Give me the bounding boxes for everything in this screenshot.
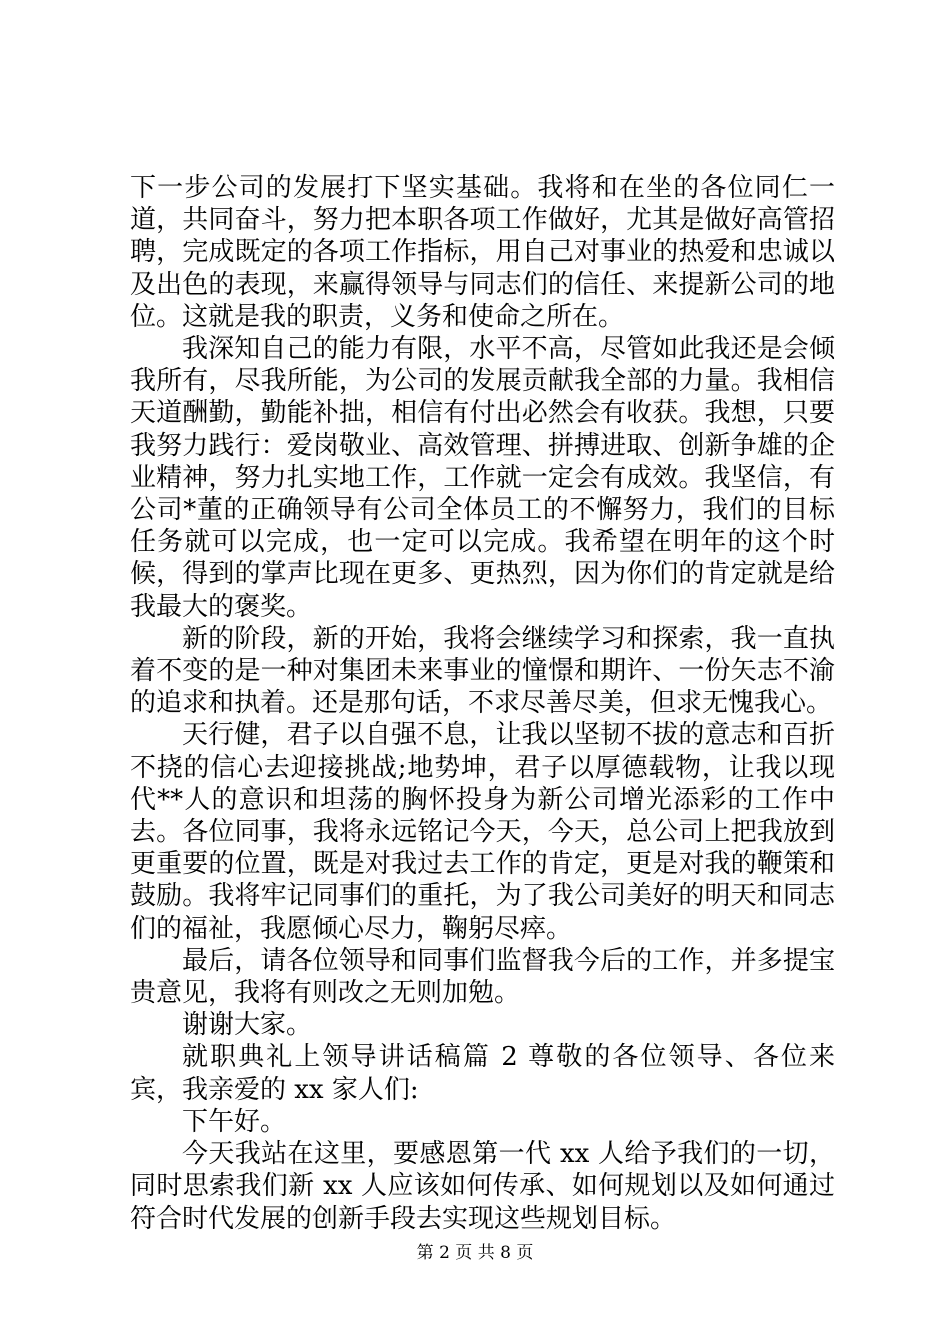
paragraph-7: 就职典礼上领导讲话稿篇 2 尊敬的各位领导、各位来宾，我亲爱的 xx 家人们: (130, 1042, 835, 1105)
paragraph-6: 谢谢大家。 (182, 1010, 313, 1041)
paragraph-8: 下午好。 (182, 1106, 287, 1137)
paragraph-9: 今天我站在这里，要感恩第一代 xx 人给予我们的一切，同时思索我们新 xx 人应该如何传承、如何规划以及如何通过符合时代发展的创新手段去实现这些规划目标。 (130, 1139, 835, 1234)
document-body (130, 172, 835, 1235)
paragraph-5: 最后，请各位领导和同事们监督我今后的工作，并多提宝贵意见，我将有则改之无则加勉。 (130, 945, 835, 1009)
paragraph-1: 下一步公司的发展打下坚实基础。我将和在坐的各位同仁一道，共同奋斗，努力把本职各项工作做好，尤其是做好高管招聘，完成既定的各项工作指标，用自己对事业的热爱和忠诚以及出色的表现，来赢得领导与同志们的信任、来提新公司的地位。这就是我的职责，义务和使命之所在。 (130, 173, 835, 332)
page-footer: 第 2 页 共 8 页 (416, 1243, 534, 1263)
paragraph-3: 新的阶段，新的开始，我将会继续学习和探索，我一直执着不变的是一种对集团未来事业的憧憬和期许、一份矢志不渝的追求和执着。还是那句话，不求尽善尽美，但求无愧我心。 (130, 623, 835, 719)
paragraph-2: 我深知自己的能力有限，水平不高，尽管如此我还是会倾我所有，尽我所能，为公司的发展贡献我全部的力量。我相信天道酬勤，勤能补拙，相信有付出必然会有收获。我想，只要我努力践行：爱岗敬业、高效管理、拼搏进取、创新争雄的企业精神，努力扎实地工作，工作就一定会有成效。我坚信，有公司*董的正确领导有公司全体员工的不懈努力，我们的目标任务就可以完成，也一定可以完成。我希望在明年的这个时候，得到的掌声比现在更多、更热烈，因为你们的肯定就是给我最大的褒奖。 (130, 334, 835, 622)
paragraph-4: 天行健，君子以自强不息，让我以坚韧不拔的意志和百折不挠的信心去迎接挑战;地势坤，君子以厚德载物，让我以现代**人的意识和坦荡的胸怀投身为新公司增光添彩的工作中去。各位同事，我将永远铭记今天，今天，总公司上把我放到更重要的位置，既是对我过去工作的肯定，更是对我的鞭策和鼓励。我将牢记同事们的重托，为了我公司美好的明天和同志们的福祉，我愿倾心尽力，鞠躬尽瘁。 (130, 720, 835, 944)
